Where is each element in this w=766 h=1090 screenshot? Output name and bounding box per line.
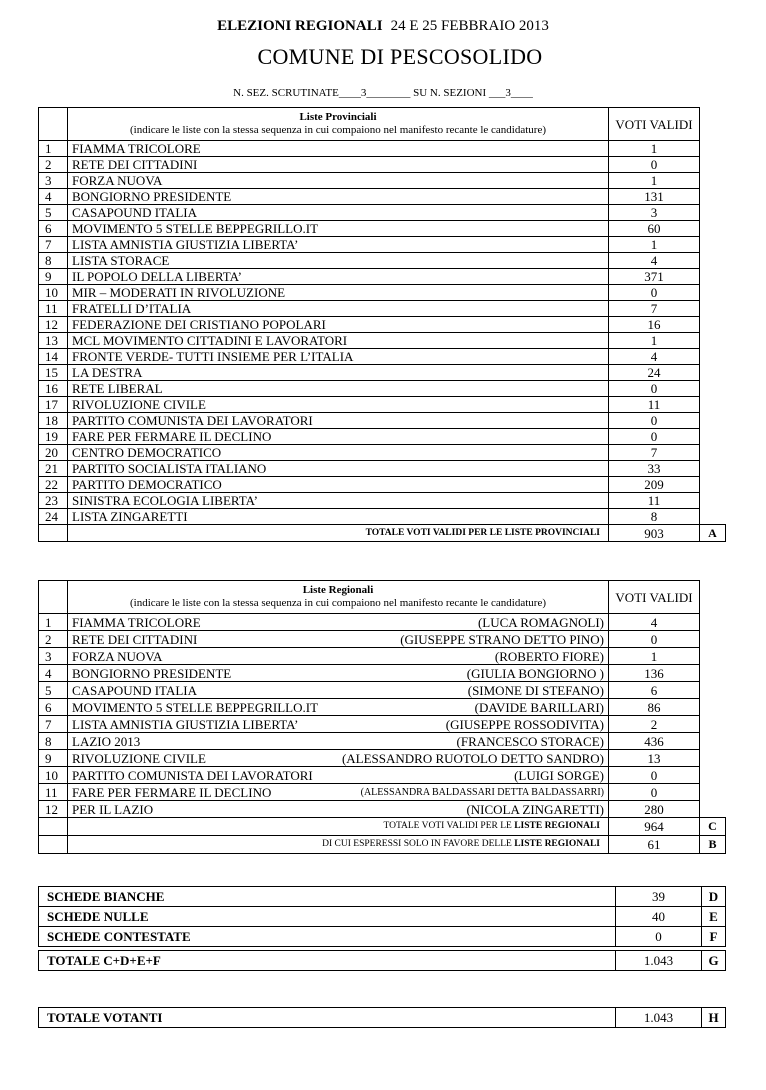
voti-value: 24 <box>609 365 700 381</box>
lista-cell <box>68 784 609 801</box>
votanti-letter: H <box>702 1008 726 1028</box>
voti-value: 0 <box>609 631 700 648</box>
regionali-voti-header: VOTI VALIDI <box>609 581 700 614</box>
row-number: 11 <box>39 301 68 317</box>
lista-cell <box>68 750 609 767</box>
candidate-name: (FRANCESCO STORACE) <box>456 733 604 749</box>
voti-value: 13 <box>609 750 700 767</box>
table-row <box>39 349 726 365</box>
voti-value: 7 <box>609 301 700 317</box>
voti-value: 7 <box>609 445 700 461</box>
schede-label: TOTALE C+D+E+F <box>39 951 616 971</box>
voti-value: 4 <box>609 349 700 365</box>
lista-cell <box>68 801 609 818</box>
lista-cell <box>68 648 609 665</box>
row-number: 5 <box>39 205 68 221</box>
voti-value: 4 <box>609 614 700 631</box>
voti-value: 11 <box>609 493 700 509</box>
schede-value: 1.043 <box>616 951 702 971</box>
lista-name: FRATELLI D’ITALIA <box>68 301 609 317</box>
regionali-header-title: Liste Regionali <box>302 584 374 596</box>
row-number: 23 <box>39 493 68 509</box>
row-number: 7 <box>39 716 68 733</box>
schede-value: 39 <box>616 887 702 907</box>
schede-value: 40 <box>616 907 702 927</box>
table-row <box>39 887 726 907</box>
document-title <box>0 18 766 35</box>
voti-value: 209 <box>609 477 700 493</box>
voti-value: 0 <box>609 784 700 801</box>
voti-value: 6 <box>609 682 700 699</box>
comune-title: COMUNE DI PESCOSOLIDO <box>257 44 543 69</box>
voti-value: 1 <box>609 648 700 665</box>
lista-name: LISTA ZINGARETTI <box>68 509 609 525</box>
table-row <box>39 927 726 947</box>
table-row <box>39 221 726 237</box>
table-row <box>39 189 726 205</box>
row-number: 2 <box>39 631 68 648</box>
schede-label: SCHEDE BIANCHE <box>39 887 616 907</box>
voti-value: 4 <box>609 253 700 269</box>
voti-value: 60 <box>609 221 700 237</box>
regionali-solo-label: DI CUI ESPERESSI SOLO IN FAVORE DELLE LISTE REGIONALI <box>68 836 609 854</box>
title-date: 24 E 25 FEBBRAIO 2013 <box>390 18 549 34</box>
row-number: 6 <box>39 699 68 716</box>
table-row <box>39 253 726 269</box>
voti-value: 3 <box>609 205 700 221</box>
row-number: 10 <box>39 285 68 301</box>
row-number: 22 <box>39 477 68 493</box>
row-number: 4 <box>39 665 68 682</box>
voti-value: 16 <box>609 317 700 333</box>
lista-name: LISTA AMNISTIA GIUSTIZIA LIBERTA’ <box>72 716 299 732</box>
candidate-name: (ALESSANDRA BALDASSARI DETTA BALDASSARRI) <box>360 786 604 798</box>
row-number: 1 <box>39 141 68 157</box>
liste-regionali-table <box>38 580 726 854</box>
row-number: 2 <box>39 157 68 173</box>
row-number: 6 <box>39 221 68 237</box>
candidate-name: (NICOLA ZINGARETTI) <box>466 801 604 817</box>
row-number: 15 <box>39 365 68 381</box>
lista-name: RETE DEI CITTADINI <box>72 631 198 647</box>
table-row <box>39 907 726 927</box>
row-number: 17 <box>39 397 68 413</box>
row-number: 8 <box>39 733 68 750</box>
votanti-table <box>38 1007 726 1028</box>
lista-name: FARE PER FERMARE IL DECLINO <box>72 784 272 800</box>
row-number: 24 <box>39 509 68 525</box>
lista-name: MOVIMENTO 5 STELLE BEPPEGRILLO.IT <box>72 699 319 715</box>
row-number: 20 <box>39 445 68 461</box>
lista-cell <box>68 716 609 733</box>
row-number: 9 <box>39 750 68 767</box>
voti-value: 136 <box>609 665 700 682</box>
voti-value: 0 <box>609 157 700 173</box>
table-row <box>39 365 726 381</box>
voti-value: 0 <box>609 413 700 429</box>
header-number-cell <box>39 108 68 141</box>
provinciali-totale-letter: A <box>700 525 726 542</box>
lista-cell <box>68 682 609 699</box>
votanti-label: TOTALE VOTANTI <box>39 1008 616 1028</box>
votanti-value: 1.043 <box>616 1008 702 1028</box>
row-number: 5 <box>39 682 68 699</box>
lista-name: LA DESTRA <box>68 365 609 381</box>
lista-name: RIVOLUZIONE CIVILE <box>72 750 206 766</box>
lista-name: CASAPOUND ITALIA <box>72 682 197 698</box>
provinciali-header-title: Liste Provinciali <box>299 111 377 123</box>
provinciali-header <box>68 108 609 141</box>
row-number: 3 <box>39 173 68 189</box>
lista-name: MCL MOVIMENTO CITTADINI E LAVORATORI <box>68 333 609 349</box>
voti-value: 0 <box>609 381 700 397</box>
candidate-name: (GIUSEPPE ROSSODIVITA) <box>445 716 604 732</box>
voti-value: 8 <box>609 509 700 525</box>
candidate-name: (LUCA ROMAGNOLI) <box>477 614 604 630</box>
row-number: 11 <box>39 784 68 801</box>
voti-value: 436 <box>609 733 700 750</box>
table-row <box>39 493 726 509</box>
table-row <box>39 173 726 189</box>
table-row <box>39 716 726 733</box>
voti-value: 0 <box>609 767 700 784</box>
lista-name: BONGIORNO PRESIDENTE <box>68 189 609 205</box>
table-row <box>39 614 726 631</box>
table-row <box>39 397 726 413</box>
row-number: 19 <box>39 429 68 445</box>
table-row <box>39 648 726 665</box>
lista-name: PER IL LAZIO <box>72 801 154 817</box>
regionali-totale-letter: C <box>700 818 726 836</box>
sezioni-info: N. SEZ. SCRUTINATE____3________ SU N. SEZIONI ___3____ <box>233 87 533 99</box>
schede-label: SCHEDE NULLE <box>39 907 616 927</box>
voti-value: 1 <box>609 173 700 189</box>
table-row <box>39 477 726 493</box>
row-number: 21 <box>39 461 68 477</box>
voti-value: 1 <box>609 333 700 349</box>
lista-name: RETE DEI CITTADINI <box>68 157 609 173</box>
schede-table <box>38 886 726 971</box>
candidate-name: (DAVIDE BARILLARI) <box>474 699 604 715</box>
lista-name: LISTA STORACE <box>68 253 609 269</box>
lista-name: FARE PER FERMARE IL DECLINO <box>68 429 609 445</box>
lista-name: MIR – MODERATI IN RIVOLUZIONE <box>68 285 609 301</box>
voti-value: 371 <box>609 269 700 285</box>
table-row <box>39 784 726 801</box>
table-row <box>39 767 726 784</box>
provinciali-header-note: (indicare le liste con la stessa sequenza in cui compaiono nel manifesto recante le candidature) <box>130 124 546 136</box>
lista-cell <box>68 614 609 631</box>
lista-name: LAZIO 2013 <box>72 733 141 749</box>
table-row <box>39 801 726 818</box>
lista-name: SINISTRA ECOLOGIA LIBERTA’ <box>68 493 609 509</box>
row-number: 12 <box>39 317 68 333</box>
table-row <box>39 682 726 699</box>
row-number: 13 <box>39 333 68 349</box>
row-number: 9 <box>39 269 68 285</box>
table-row <box>39 333 726 349</box>
regionali-solo-letter: B <box>700 836 726 854</box>
row-number: 7 <box>39 237 68 253</box>
lista-name: CASAPOUND ITALIA <box>68 205 609 221</box>
table-row <box>39 205 726 221</box>
lista-name: PARTITO COMUNISTA DEI LAVORATORI <box>72 767 313 783</box>
table-row <box>39 237 726 253</box>
voti-value: 2 <box>609 716 700 733</box>
lista-name: LISTA AMNISTIA GIUSTIZIA LIBERTA’ <box>68 237 609 253</box>
row-number: 1 <box>39 614 68 631</box>
table-row <box>39 951 726 971</box>
lista-name: FIAMMA TRICOLORE <box>72 614 201 630</box>
table-row <box>39 665 726 682</box>
row-number: 12 <box>39 801 68 818</box>
lista-name: RIVOLUZIONE CIVILE <box>68 397 609 413</box>
provinciali-totale-value: 903 <box>609 525 700 542</box>
lista-cell <box>68 733 609 750</box>
schede-letter: F <box>702 927 726 947</box>
table-row <box>39 733 726 750</box>
provinciali-voti-header: VOTI VALIDI <box>609 108 700 141</box>
lista-name: PARTITO SOCIALISTA ITALIANO <box>68 461 609 477</box>
table-row <box>39 141 726 157</box>
voti-value: 1 <box>609 141 700 157</box>
table-row <box>39 445 726 461</box>
regionali-header <box>68 581 609 614</box>
table-row <box>39 699 726 716</box>
table-row <box>39 509 726 525</box>
table-row <box>39 301 726 317</box>
regionali-solo-value: 61 <box>609 836 700 854</box>
table-row <box>39 461 726 477</box>
table-row <box>39 157 726 173</box>
voti-value: 131 <box>609 189 700 205</box>
regionali-totale-value: 964 <box>609 818 700 836</box>
lista-cell <box>68 699 609 716</box>
lista-name: FEDERAZIONE DEI CRISTIANO POPOLARI <box>68 317 609 333</box>
lista-name: FRONTE VERDE- TUTTI INSIEME PER L’ITALIA <box>68 349 609 365</box>
regionali-header-note: (indicare le liste con la stessa sequenza in cui compaiono nel manifesto recante le candidature) <box>130 597 546 609</box>
candidate-name: (GIUSEPPE STRANO DETTO PINO) <box>400 631 604 647</box>
row-number: 3 <box>39 648 68 665</box>
candidate-name: (ALESSANDRO RUOTOLO DETTO SANDRO) <box>341 750 604 766</box>
candidate-name: (SIMONE DI STEFANO) <box>467 682 604 698</box>
candidate-name: (GIULIA BONGIORNO ) <box>466 665 604 681</box>
lista-cell <box>68 665 609 682</box>
schede-value: 0 <box>616 927 702 947</box>
lista-name: RETE LIBERAL <box>68 381 609 397</box>
voti-value: 33 <box>609 461 700 477</box>
lista-name: FORZA NUOVA <box>72 648 163 664</box>
candidate-name: (LUIGI SORGE) <box>514 767 604 783</box>
row-number: 16 <box>39 381 68 397</box>
lista-name: PARTITO DEMOCRATICO <box>68 477 609 493</box>
provinciali-totale-label: TOTALE VOTI VALIDI PER LE LISTE PROVINCIALI <box>68 525 609 542</box>
table-row <box>39 317 726 333</box>
regionali-totale-label: TOTALE VOTI VALIDI PER LE LISTE REGIONALI <box>68 818 609 836</box>
voti-value: 11 <box>609 397 700 413</box>
schede-letter: D <box>702 887 726 907</box>
table-row <box>39 429 726 445</box>
voti-value: 86 <box>609 699 700 716</box>
voti-value: 280 <box>609 801 700 818</box>
candidate-name: (ROBERTO FIORE) <box>494 648 604 664</box>
lista-cell <box>68 631 609 648</box>
lista-name: FORZA NUOVA <box>68 173 609 189</box>
lista-name: MOVIMENTO 5 STELLE BEPPEGRILLO.IT <box>68 221 609 237</box>
voti-value: 0 <box>609 429 700 445</box>
title-bold: ELEZIONI REGIONALI <box>217 18 383 34</box>
table-row <box>39 413 726 429</box>
lista-name: FIAMMA TRICOLORE <box>68 141 609 157</box>
liste-provinciali-table <box>38 107 726 542</box>
table-row <box>39 381 726 397</box>
voti-value: 0 <box>609 285 700 301</box>
lista-cell <box>68 767 609 784</box>
row-number: 18 <box>39 413 68 429</box>
table-row <box>39 631 726 648</box>
lista-name: IL POPOLO DELLA LIBERTA’ <box>68 269 609 285</box>
table-row <box>39 285 726 301</box>
row-number: 14 <box>39 349 68 365</box>
row-number: 10 <box>39 767 68 784</box>
schede-label: SCHEDE CONTESTATE <box>39 927 616 947</box>
lista-name: CENTRO DEMOCRATICO <box>68 445 609 461</box>
row-number: 8 <box>39 253 68 269</box>
schede-letter: G <box>702 951 726 971</box>
schede-letter: E <box>702 907 726 927</box>
row-number: 4 <box>39 189 68 205</box>
table-row <box>39 750 726 767</box>
lista-name: PARTITO COMUNISTA DEI LAVORATORI <box>68 413 609 429</box>
table-row <box>39 269 726 285</box>
voti-value: 1 <box>609 237 700 253</box>
lista-name: BONGIORNO PRESIDENTE <box>72 665 232 681</box>
